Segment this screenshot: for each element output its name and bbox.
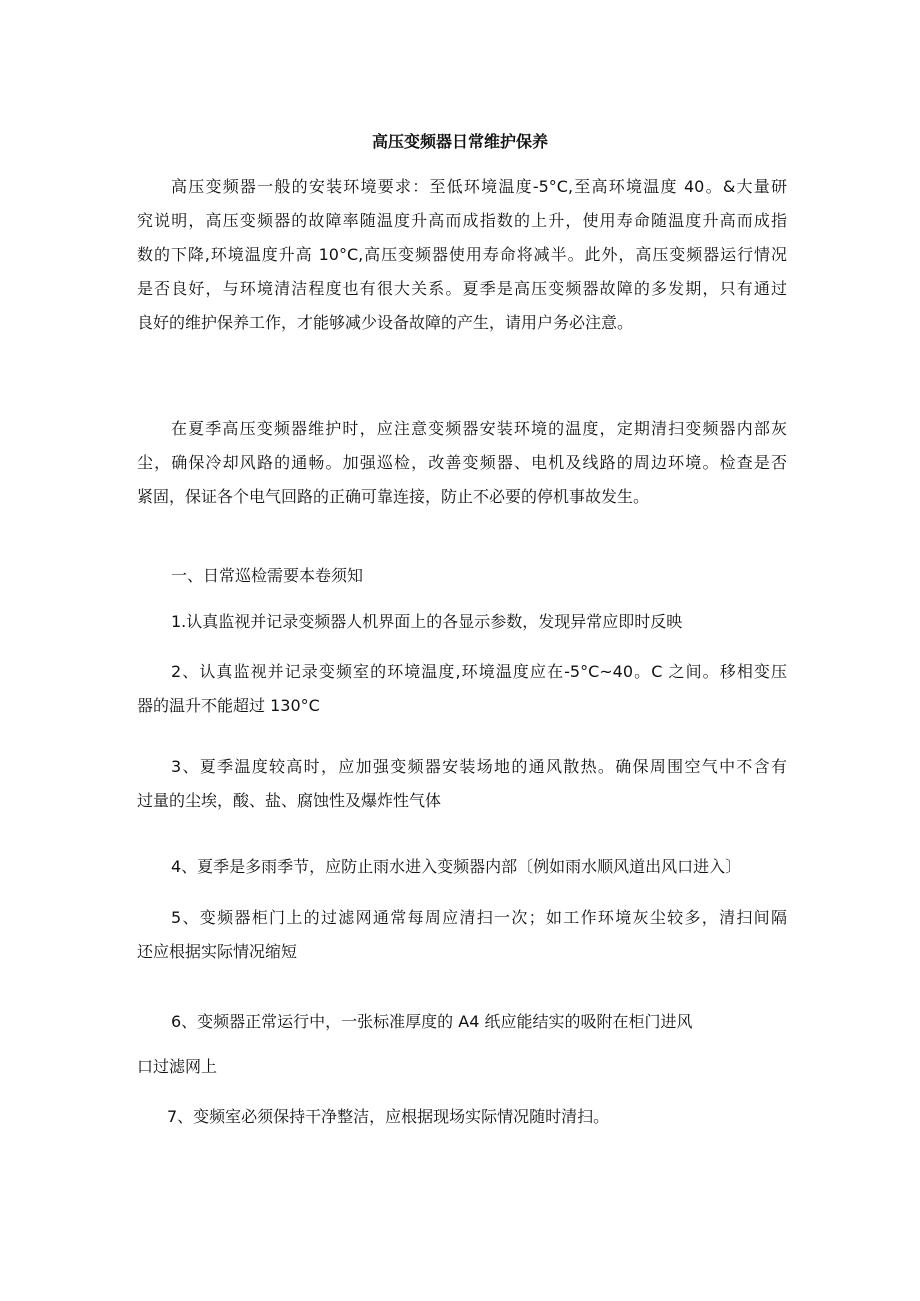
- list-item-text: 2、认真监视并记录变频室的环境温度,环境温度应在-5°C~40。C 之间。移相变压: [171, 662, 787, 681]
- list-item-5: [137, 901, 787, 969]
- list-item-1: [137, 605, 787, 639]
- list-item-6: [137, 1005, 787, 1039]
- intro-line: 是否良好，与环境清洁程度也有很大关系。夏季是高压变频器故障的多发期，只有通过: [137, 279, 787, 298]
- list-item-text: 口过滤网上: [137, 1057, 218, 1076]
- intro-line: 究说明，高压变频器的故障率随温度升高而成指数的上升，使用寿命随温度升高而成指: [137, 211, 787, 230]
- list-item-3: [137, 750, 787, 818]
- list-item-6-continued: [137, 1050, 787, 1084]
- intro-line: 良好的维护保养工作，才能够减少设备故障的产生，请用户务必注意。: [137, 313, 634, 332]
- list-item-text: 4、夏季是多雨季节，应防止雨水进入变频器内部〔例如雨水顺风道出风口进入〕: [171, 857, 742, 876]
- intro-line: 高压变频器一般的安装环境要求：至低环境温度-5°C,至高环境温度 40。&大量研: [171, 177, 787, 196]
- list-item-text: 5、变频器柜门上的过滤网通常每周应清扫一次；如工作环境灰尘较多，清扫间隔: [171, 908, 787, 927]
- intro-paragraph: [137, 170, 787, 340]
- list-item-text: 器的温升不能超过 130°C: [137, 696, 320, 715]
- list-item-2: [137, 655, 787, 723]
- summer-line: 尘，确保冷却风路的通畅。加强巡检，改善变频器、电机及线路的周边环境。检查是否: [137, 453, 787, 472]
- list-item-4: [137, 850, 787, 884]
- summer-paragraph: [137, 412, 787, 514]
- list-item-text: 还应根据实际情况缩短: [137, 942, 298, 961]
- summer-line: 在夏季高压变频器维护时，应注意变频器安装环境的温度，定期清扫变频器内部灰: [171, 419, 787, 438]
- list-item-text: 过量的尘埃，酸、盐、腐蚀性及爆炸性气体: [137, 791, 442, 810]
- list-item-text: 6、变频器正常运行中，一张标准厚度的 A4 纸应能结实的吸附在柜门进风: [171, 1012, 693, 1031]
- list-item-text: 7、变频室必须保持干净整洁，应根据现场实际情况随时清扫。: [167, 1107, 610, 1126]
- list-item-7: [137, 1100, 787, 1134]
- section-heading: [137, 559, 787, 593]
- section-heading-text: 一、日常巡检需要本卷须知: [171, 566, 364, 585]
- summer-line: 紧固，保证各个电气回路的正确可靠连接，防止不必要的停机事故发生。: [137, 487, 650, 506]
- intro-line: 数的下降,环境温度升高 10°C,高压变频器使用寿命将减半。此外，高压变频器运行情况: [137, 245, 787, 264]
- list-item-text: 3、夏季温度较高时，应加强变频器安装场地的通风散热。确保周围空气中不含有: [171, 757, 787, 776]
- document-title: 高压变频器日常维护保养: [371, 132, 548, 151]
- list-item-text: 1.认真监视并记录变频器人机界面上的各显示参数，发现异常应即时反映: [171, 612, 683, 631]
